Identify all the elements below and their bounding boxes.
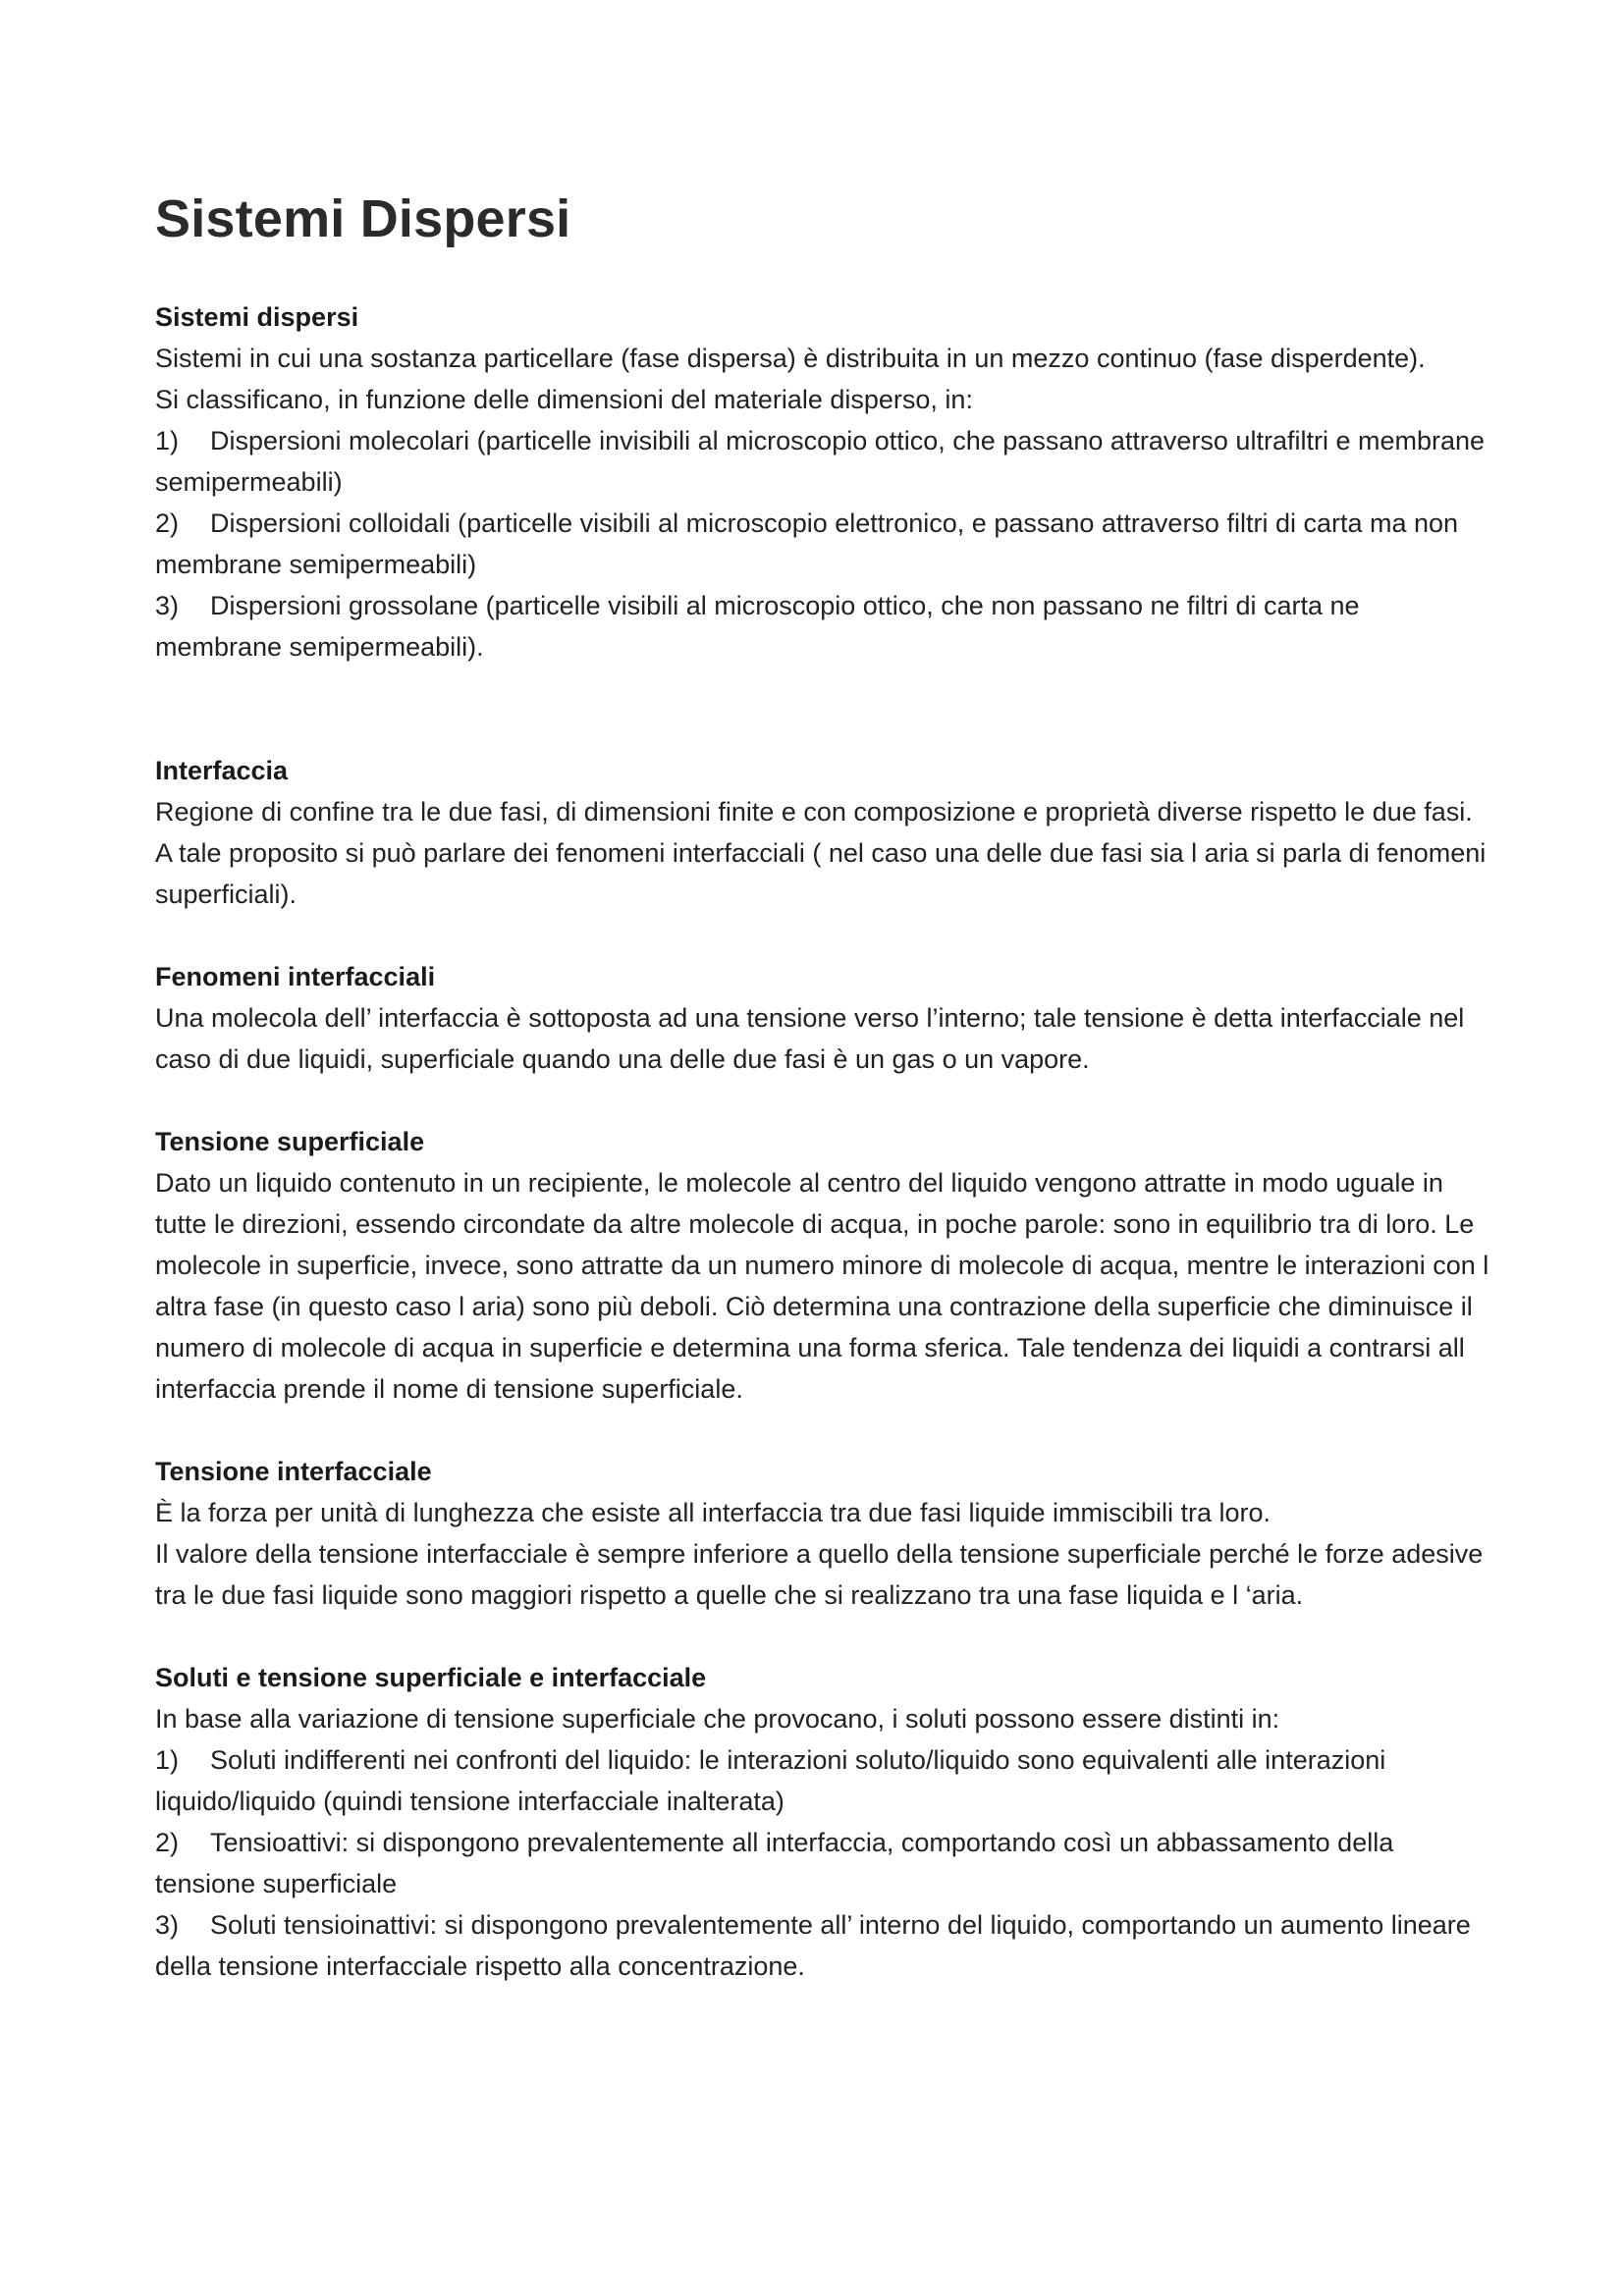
list-number: 2) [155,1828,180,1858]
list-text: Dispersioni grossolane (particelle visibili al microscopio ottico, che non passano ne filtri di carta ne membrane semipermeabili). [155,591,1360,663]
list-number: 3) [155,1910,180,1941]
section-interfaccia [155,750,1490,915]
list-number: 1) [155,426,180,456]
list-item [155,1822,1490,1904]
list-text: Dispersioni molecolari (particelle invisibili al microscopio ottico, che passano attraverso ultrafiltri e membrane semipermeabili) [155,426,1486,498]
paragraph: In base alla variazione di tensione superficiale che provocano, i soluti possono essere distinti in: [155,1704,1280,1735]
list-text: Soluti tensioinattivi: si dispongono prevalentemente all’ interno del liquido, comportando un aumento lineare della tensione interfacciale rispetto alla concentrazione. [155,1910,1471,1982]
section-heading: Tensione superficiale [155,1127,425,1157]
section-heading: Interfaccia [155,756,289,786]
list-item [155,420,1490,503]
list-item [155,1904,1490,1987]
section-heading: Sistemi dispersi [155,302,359,333]
section-heading: Tensione interfacciale [155,1457,432,1487]
paragraph: Si classificano, in funzione delle dimensioni del materiale disperso, in: [155,385,973,415]
list-number: 1) [155,1745,180,1776]
paragraph: Sistemi in cui una sostanza particellare (fase dispersa) è distribuita in un mezzo continuo (fase disperdente). [155,344,1426,374]
section-soluti [155,1657,1490,1987]
document-page [155,188,1490,1987]
section-tensione-superficiale [155,1121,1490,1410]
list-text: Soluti indifferenti nei confronti del liquido: le interazioni soluto/liquido sono equivalenti alle interazioni liquido/liquido (quindi tensione interfacciale inalterata) [155,1745,1386,1817]
paragraph: Regione di confine tra le due fasi, di dimensioni finite e con composizione e proprietà diverse rispetto le due fasi. A tale proposito si può parlare dei fenomeni interfacciali ( nel caso una delle due fasi sia l aria si parla di fenomeni superficiali). [155,797,1487,910]
section-heading: Soluti e tensione superficiale e interfacciale [155,1663,707,1693]
list-number: 2) [155,508,180,539]
section-heading: Fenomeni interfacciali [155,962,436,992]
document-title: Sistemi Dispersi [155,189,571,248]
section-tensione-interfacciale [155,1451,1490,1616]
list-number: 3) [155,591,180,621]
paragraph: È la forza per unità di lunghezza che esiste all interfaccia tra due fasi liquide immiscibili tra loro. [155,1498,1271,1528]
list-item [155,503,1490,585]
section-sistemi-dispersi [155,296,1490,667]
paragraph: Dato un liquido contenuto in un recipiente, le molecole al centro del liquido vengono attratte in modo uguale in tutte le direzioni, essendo circondate da altre molecole di acqua, in poche parole: sono in equilibrio tra di loro. Le molecole in superficie, invece, sono attratte da un numero minore di molecole di acqua, mentre le interazioni con l altra fase (in questo caso l aria) sono più deboli. Ciò determina una contrazione della superficie che diminuisce il numero di molecole di acqua in superficie e determina una forma sferica. Tale tendenza dei liquidi a contrarsi all interfaccia prende il nome di tensione superficiale. [155,1168,1489,1405]
paragraph: Il valore della tensione interfacciale è sempre inferiore a quello della tensione superficiale perché le forze adesive tra le due fasi liquide sono maggiori rispetto a quelle che si realizzano tra una fase liquida e l ‘aria. [155,1539,1484,1611]
paragraph: Una molecola dell’ interfaccia è sottoposta ad una tensione verso l’interno; tale tensione è detta interfacciale nel caso di due liquidi, superficiale quando una delle due fasi è un gas o un vapore. [155,1003,1465,1075]
list-item [155,1739,1490,1822]
list-item [155,585,1490,667]
list-text: Tensioattivi: si dispongono prevalentemente all interfaccia, comportando così un abbassamento della tensione superficiale [155,1828,1394,1899]
list-text: Dispersioni colloidali (particelle visibili al microscopio elettronico, e passano attraverso filtri di carta ma non membrane semipermeabili) [155,508,1459,580]
section-fenomeni-interfacciali [155,956,1490,1080]
